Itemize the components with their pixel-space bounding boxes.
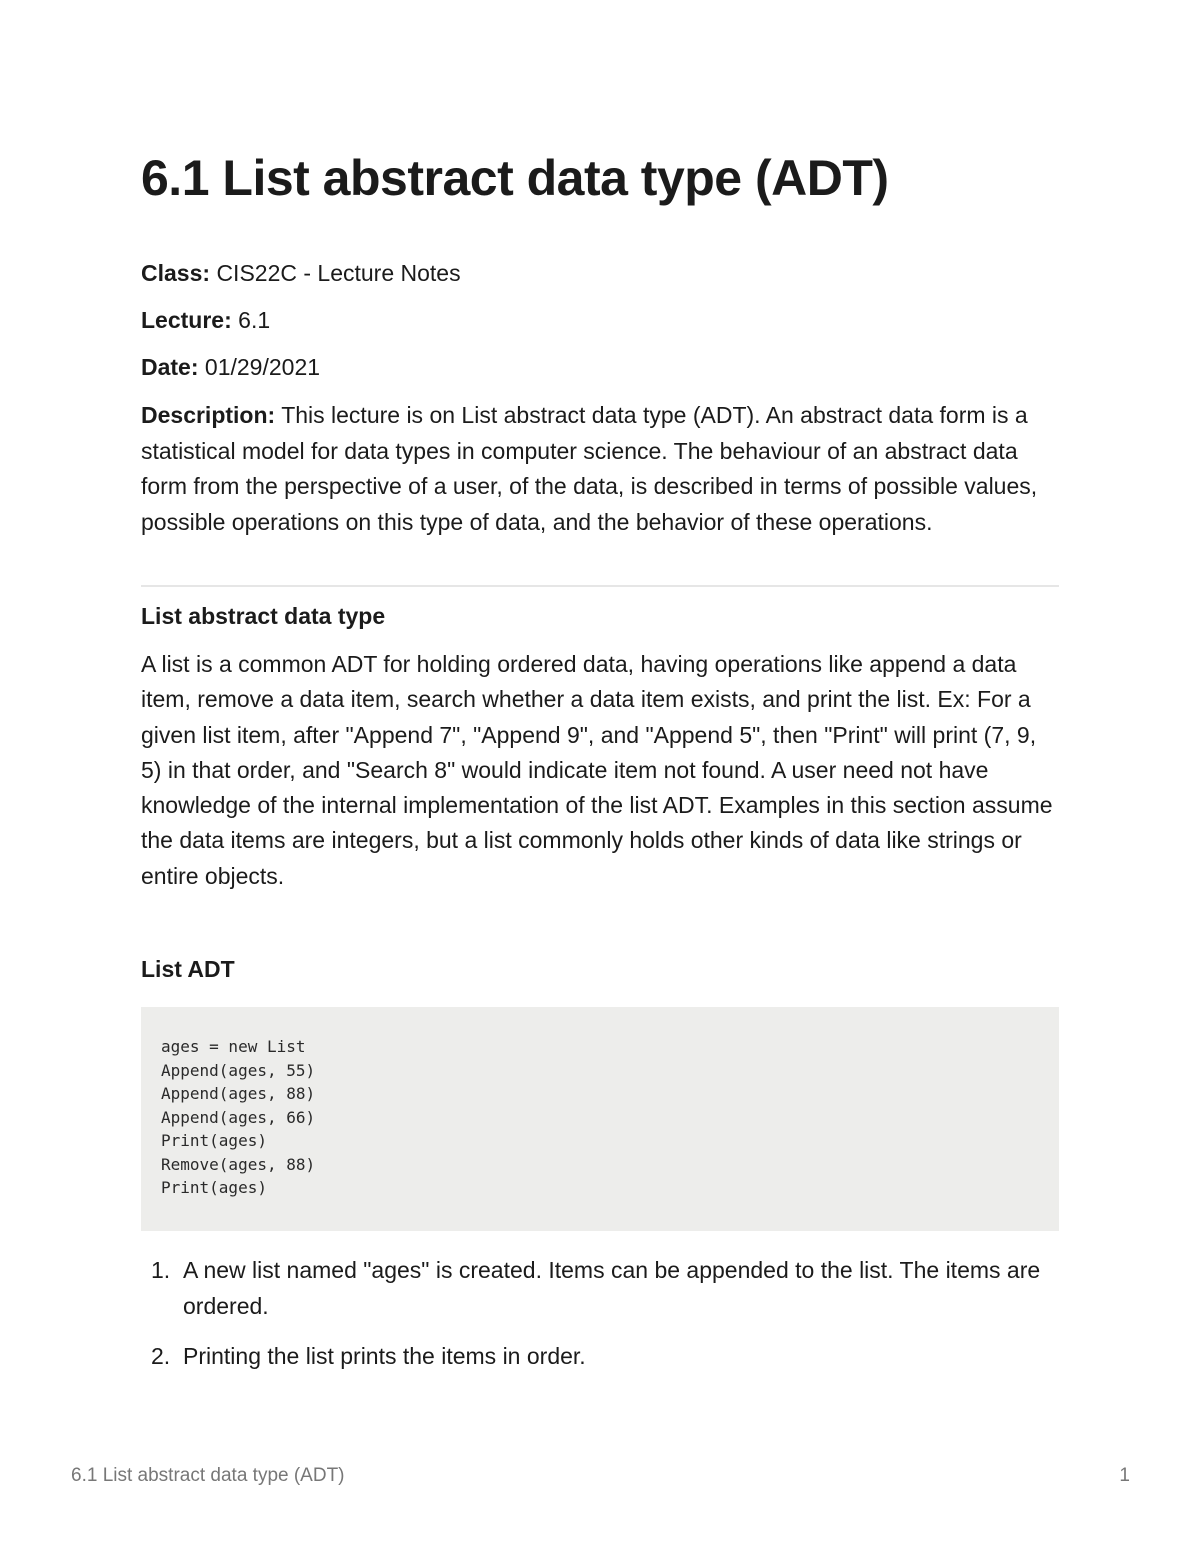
list-item <box>141 1253 1059 1324</box>
meta-description-value: This lecture is on List abstract data type (ADT). An abstract data form is a statistical model for data types in computer science. The behaviour of an abstract data form from the perspective of a user, of the data, is described in terms of possible values, possible operations on this type of data, and the behavior of these operations. <box>141 402 1038 535</box>
meta-class-label: Class <box>141 260 203 286</box>
page-title: 6.1 List abstract data type (ADT) <box>141 150 889 206</box>
code-line: Append(ages, 66) <box>161 1107 316 1127</box>
code-line: Append(ages, 88) <box>161 1084 316 1103</box>
meta-description: Description: This lecture is on List abstract data type (ADT). An abstract data form is a statistical model for data types in computer science. The behaviour of an abstract data form from the perspective of a user, of the data, is described in terms of possible values, possible operations on this type of data, and the behavior of these operations. <box>141 402 1038 535</box>
list-item-text: A new list named "ages" is created. Items can be appended to the list. The items are ordered. <box>183 1257 1041 1319</box>
code-line: Append(ages, 55) <box>161 1060 316 1080</box>
code-block <box>141 1007 1059 1231</box>
meta-description-label: Description <box>141 402 268 428</box>
list-item <box>141 1339 1059 1375</box>
code-line: Print(ages) <box>161 1178 267 1197</box>
section-heading-list-abstract-data-type: List abstract data type <box>141 603 386 629</box>
meta-date-value: 01/29/2021 <box>204 354 321 380</box>
steps-list <box>141 1253 1059 1390</box>
meta-date-label: Date <box>141 354 191 380</box>
meta-date: Date: 01/29/2021 <box>141 354 321 380</box>
meta-class-value: CIS22C - Lecture Notes <box>216 260 461 286</box>
footer-title: 6.1 List abstract data type (ADT) <box>71 1465 345 1486</box>
section-paragraph: A list is a common ADT for holding ordered data, having operations like append a data item, remove a data item, search whether a data item exists, and print the list. Ex: For a given list item, after "Append 7", "Append 9", and "Append 5", then "Print" will print (7, 9, 5) in that order, and "Search 8" would indicate item not found. A user need not have knowledge of the internal implementation of the list ADT. Examples in this section assume the data items are integers, but a list commonly holds other kinds of data like strings or entire objects. <box>141 651 1053 889</box>
meta-lecture-value: 6.1 <box>238 307 271 333</box>
list-item-number: 1. <box>151 1257 171 1283</box>
meta-lecture-label: Lecture <box>141 307 225 333</box>
footer-page-number: 1 <box>1119 1465 1130 1486</box>
meta-class: Class: CIS22C - Lecture Notes <box>141 260 461 286</box>
code-line: Remove(ages, 88) <box>161 1154 316 1174</box>
code-line: ages = new List <box>161 1037 306 1056</box>
list-item-text: Printing the list prints the items in order. <box>183 1343 586 1369</box>
section-heading-list-adt: List ADT <box>141 956 235 982</box>
meta-lecture: Lecture: 6.1 <box>141 307 271 333</box>
code-line: Print(ages) <box>161 1131 267 1150</box>
list-item-number: 2. <box>151 1343 171 1369</box>
section-divider <box>141 585 1059 587</box>
